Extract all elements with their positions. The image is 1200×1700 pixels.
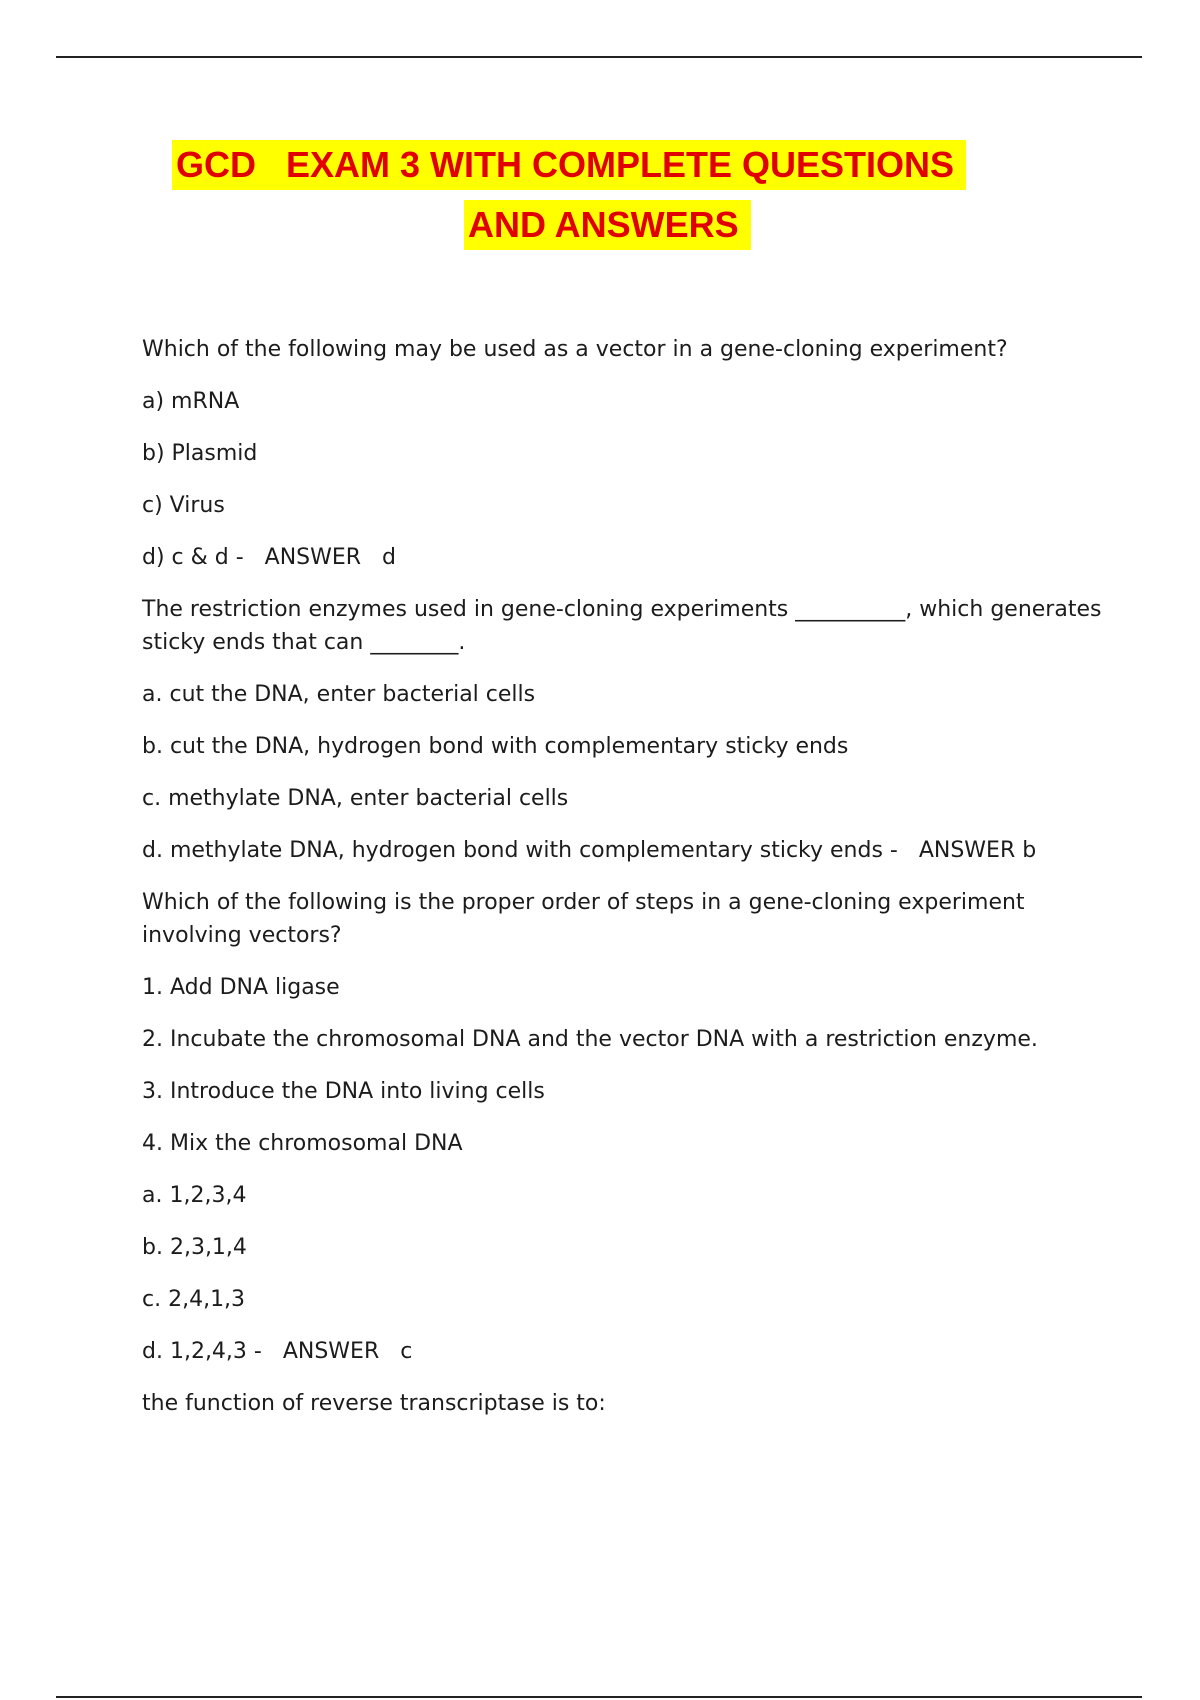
step: 4. Mix the chromosomal DNA [142,1131,463,1156]
title-line-2: AND ANSWERS [464,200,751,250]
step: 1. Add DNA ligase [142,975,340,1000]
option-answer: d. methylate DNA, hydrogen bond with complementary sticky ends - ANSWER b [142,838,1037,863]
option: a) mRNA [142,389,240,414]
title-line-1: GCD EXAM 3 WITH COMPLETE QUESTIONS [172,140,966,190]
question-4: the function of reverse transcriptase is to: [142,1391,606,1416]
option: c. methylate DNA, enter bacterial cells [142,786,569,811]
option: c. 2,4,1,3 [142,1287,246,1312]
question-2: The restriction enzymes used in gene-cloning experiments __________, which generates sticky ends that can ________. [142,597,1109,655]
option: c) Virus [142,493,225,518]
option: b. cut the DNA, hydrogen bond with complementary sticky ends [142,734,849,759]
option-answer: d) c & d - ANSWER d [142,545,397,570]
bottom-rule [56,1696,1142,1698]
question-3: Which of the following is the proper order of steps in a gene-cloning experiment involving vectors? [142,890,1032,948]
option: b) Plasmid [142,441,258,466]
step: 3. Introduce the DNA into living cells [142,1079,545,1104]
option: a. cut the DNA, enter bacterial cells [142,682,536,707]
option: b. 2,3,1,4 [142,1235,247,1260]
top-rule [56,56,1142,58]
step: 2. Incubate the chromosomal DNA and the vector DNA with a restriction enzyme. [142,1027,1038,1052]
document-body [142,333,1109,1439]
question-1: Which of the following may be used as a vector in a gene-cloning experiment? [142,337,1008,362]
option-answer: d. 1,2,4,3 - ANSWER c [142,1339,413,1364]
option: a. 1,2,3,4 [142,1183,247,1208]
